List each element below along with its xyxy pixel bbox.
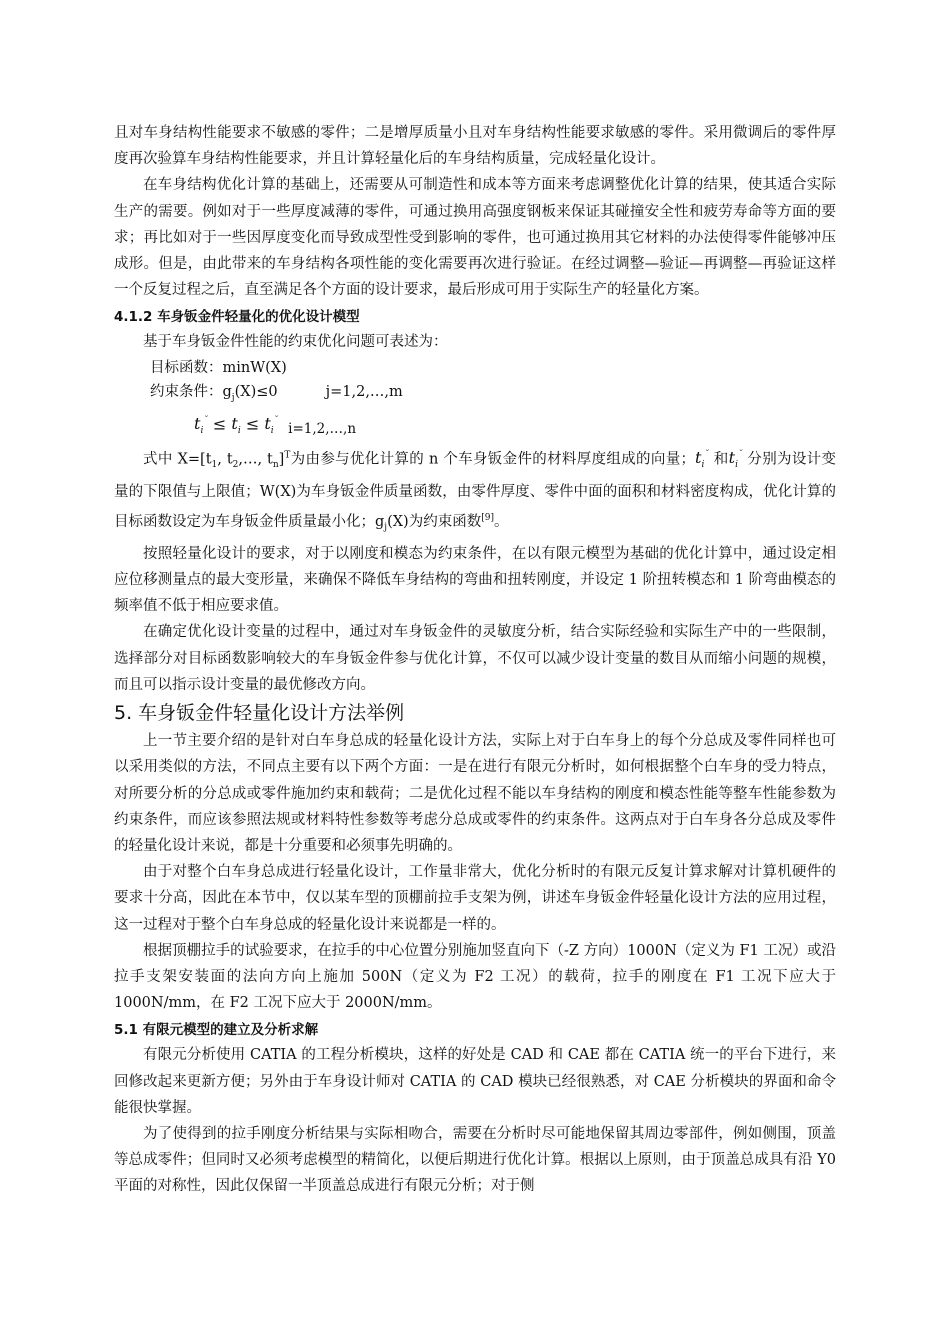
constraint-line <box>114 380 836 410</box>
heading-5: 5. 车身钣金件轻量化设计方法举例 <box>114 702 405 725</box>
ineq-lower: $t_i^˘$ <box>194 413 208 437</box>
paragraph-2: 在车身结构优化计算的基础上，还需要从可制造性和成本等方面来考虑调整优化计算的结果，使其适合实际生产的需要。例如对于一些厚度减薄的零件，可通过换用高强度钢板来保证其碰撞安全性和疲劳寿命等方面的要求；再比如对于一些因厚度变化而导致成型性受到影响的零件，也可通过换用其它材料的办法使得零件能够冲压成形。但是，由此带来的车身结构各项性能的变化需要再次进行验证。在经过调整—验证—再调整—再验证这样一个反复过程之后，直至满足各个方面的设计要求，最后形成可用于实际生产的轻量化方案。 <box>114 177 836 299</box>
ineq-range: i=1,2,…,n <box>288 420 357 437</box>
constraint-label: 约束条件：g <box>150 383 232 400</box>
paragraph-4: 式中 $X=[t_1$, $t_2,\dots$, $t_n]^T$为由参与优化计算的 n 个车身钣金件的材料厚度组成的向量；$t_i^˘$ 和$t_i^˘$ 分别为设计变量的下限值与上限值；W(X)为车身钣金件质量函数，由零件厚度、零件中面的面积和材料密度构成，优化计算的目标函数设定为车身钣金件质量最小化；$g_j(X)$为约束函数[9]。 <box>114 448 837 533</box>
paragraph-9: 根据顶棚拉手的试验要求，在拉手的中心位置分别施加竖直向下（-Z 方向）1000N（定义为 F1 工况）或沿拉手支架安装面的法向方向上施加 500N（定义为 F2 工况）的载荷，拉手的刚度在 F1 工况下应大于 1000N/mm，在 F2 工况下应大于 2000N/mm。 <box>114 942 836 1012</box>
paragraph-8: 由于对整个白车身总成进行轻量化设计，工作量非常大，优化分析时的有限元反复计算求解对计算机硬件的要求十分高，因此在本节中，仅以某车型的顶棚前拉手支架为例，讲述车身钣金件轻量化设计方法的应用过程，这一过程对于整个白车身总成的轻量化设计来说都是一样的。 <box>114 864 836 933</box>
paragraph-7: 上一节主要介绍的是针对白车身总成的轻量化设计方法，实际上对于白车身上的每个分总成及零件同样也可以采用类似的方法，不同点主要有以下两个方面：一是在进行有限元分析时，如何根据整个白车身的受力特点，对所要分析的分总成或零件施加约束和载荷；二是优化过程不能以车身结构的刚度和模态性能等整车性能参数为约束条件，而应该参照法规或材料特性参数等考虑分总成或零件的约束条件。这两点对于白车身各分总成及零件的轻量化设计来说，都是十分重要和必须事先明确的。 <box>114 733 836 854</box>
paragraph-6: 在确定优化设计变量的过程中，通过对车身钣金件的灵敏度分析，结合实际经验和实际生产中的一些限制，选择部分对目标函数影响较大的车身钣金件参与优化计算，不仅可以减少设计变量的数目从而缩小问题的规模，而且可以指示设计变量的最优修改方向。 <box>114 624 836 693</box>
document-body <box>114 120 836 1200</box>
paragraph-5: 按照轻量化设计的要求，对于以刚度和模态为约束条件，在以有限元模型为基础的优化计算中，通过设定相应位移测量点的最大变形量，来确保不降低车身结构的弯曲和扭转刚度，并设定 1 阶扭转模态和 1 阶弯曲模态的频率值不低于相应要求值。 <box>114 545 836 615</box>
citation-ref: [9] <box>481 512 494 523</box>
ineq-upper: $t_i^˘$ <box>264 413 279 437</box>
constraint-sub: j <box>231 392 235 403</box>
paragraph-10: 有限元分析使用 CATIA 的工程分析模块，这样的好处是 CAD 和 CAE 都在 CATIA 统一的平台下进行，来回修改起来更新方便；另外由于车身设计师对 CATIA 的 CAD 模块已经很熟悉，对 CAE 分析模块的界面和命令能很快掌握。 <box>114 1047 836 1116</box>
paragraph-3: 基于车身钣金件性能的约束优化问题可表述为： <box>143 334 448 351</box>
upper-bound-symbol: $t_i^˘$ <box>728 448 743 471</box>
constraint-rest: (X)≤0 <box>234 383 278 400</box>
ineq-mid: $t_i$ <box>231 413 241 437</box>
heading-5-1: 5.1 有限元模型的建立及分析求解 <box>114 1022 319 1039</box>
heading-4-1-2: 4.1.2 车身钣金件轻量化的优化设计模型 <box>114 309 360 326</box>
lower-bound-symbol: $t_i^˘$ <box>695 448 709 471</box>
objective-function: 目标函数：minW(X) <box>150 359 287 376</box>
inequality-line: $t_i^˘ \le t_i$ ≤ $t_i^˘i=1,2,\dots,n$ <box>194 413 357 437</box>
paragraph-11: 为了使得到的拉手刚度分析结果与实际相吻合，需要在分析时尽可能地保留其周边零部件，例如侧围，顶盖等总成零件；但同时又必须考虑模型的精简化，以便后期进行优化计算。根据以上原则，由于顶盖总成具有沿 Y0 平面的对称性，因此仅保留一半顶盖总成进行有限元分析；对于侧 <box>114 1125 836 1195</box>
constraint-range: j=1,2,…,m <box>325 383 403 400</box>
paragraph-1: 且对车身结构性能要求不敏感的零件；二是增厚质量小且对车身结构性能要求敏感的零件。采用微调后的零件厚度再次验算车身结构性能要求，并且计算轻量化后的车身结构质量，完成轻量化设计。 <box>114 125 836 168</box>
